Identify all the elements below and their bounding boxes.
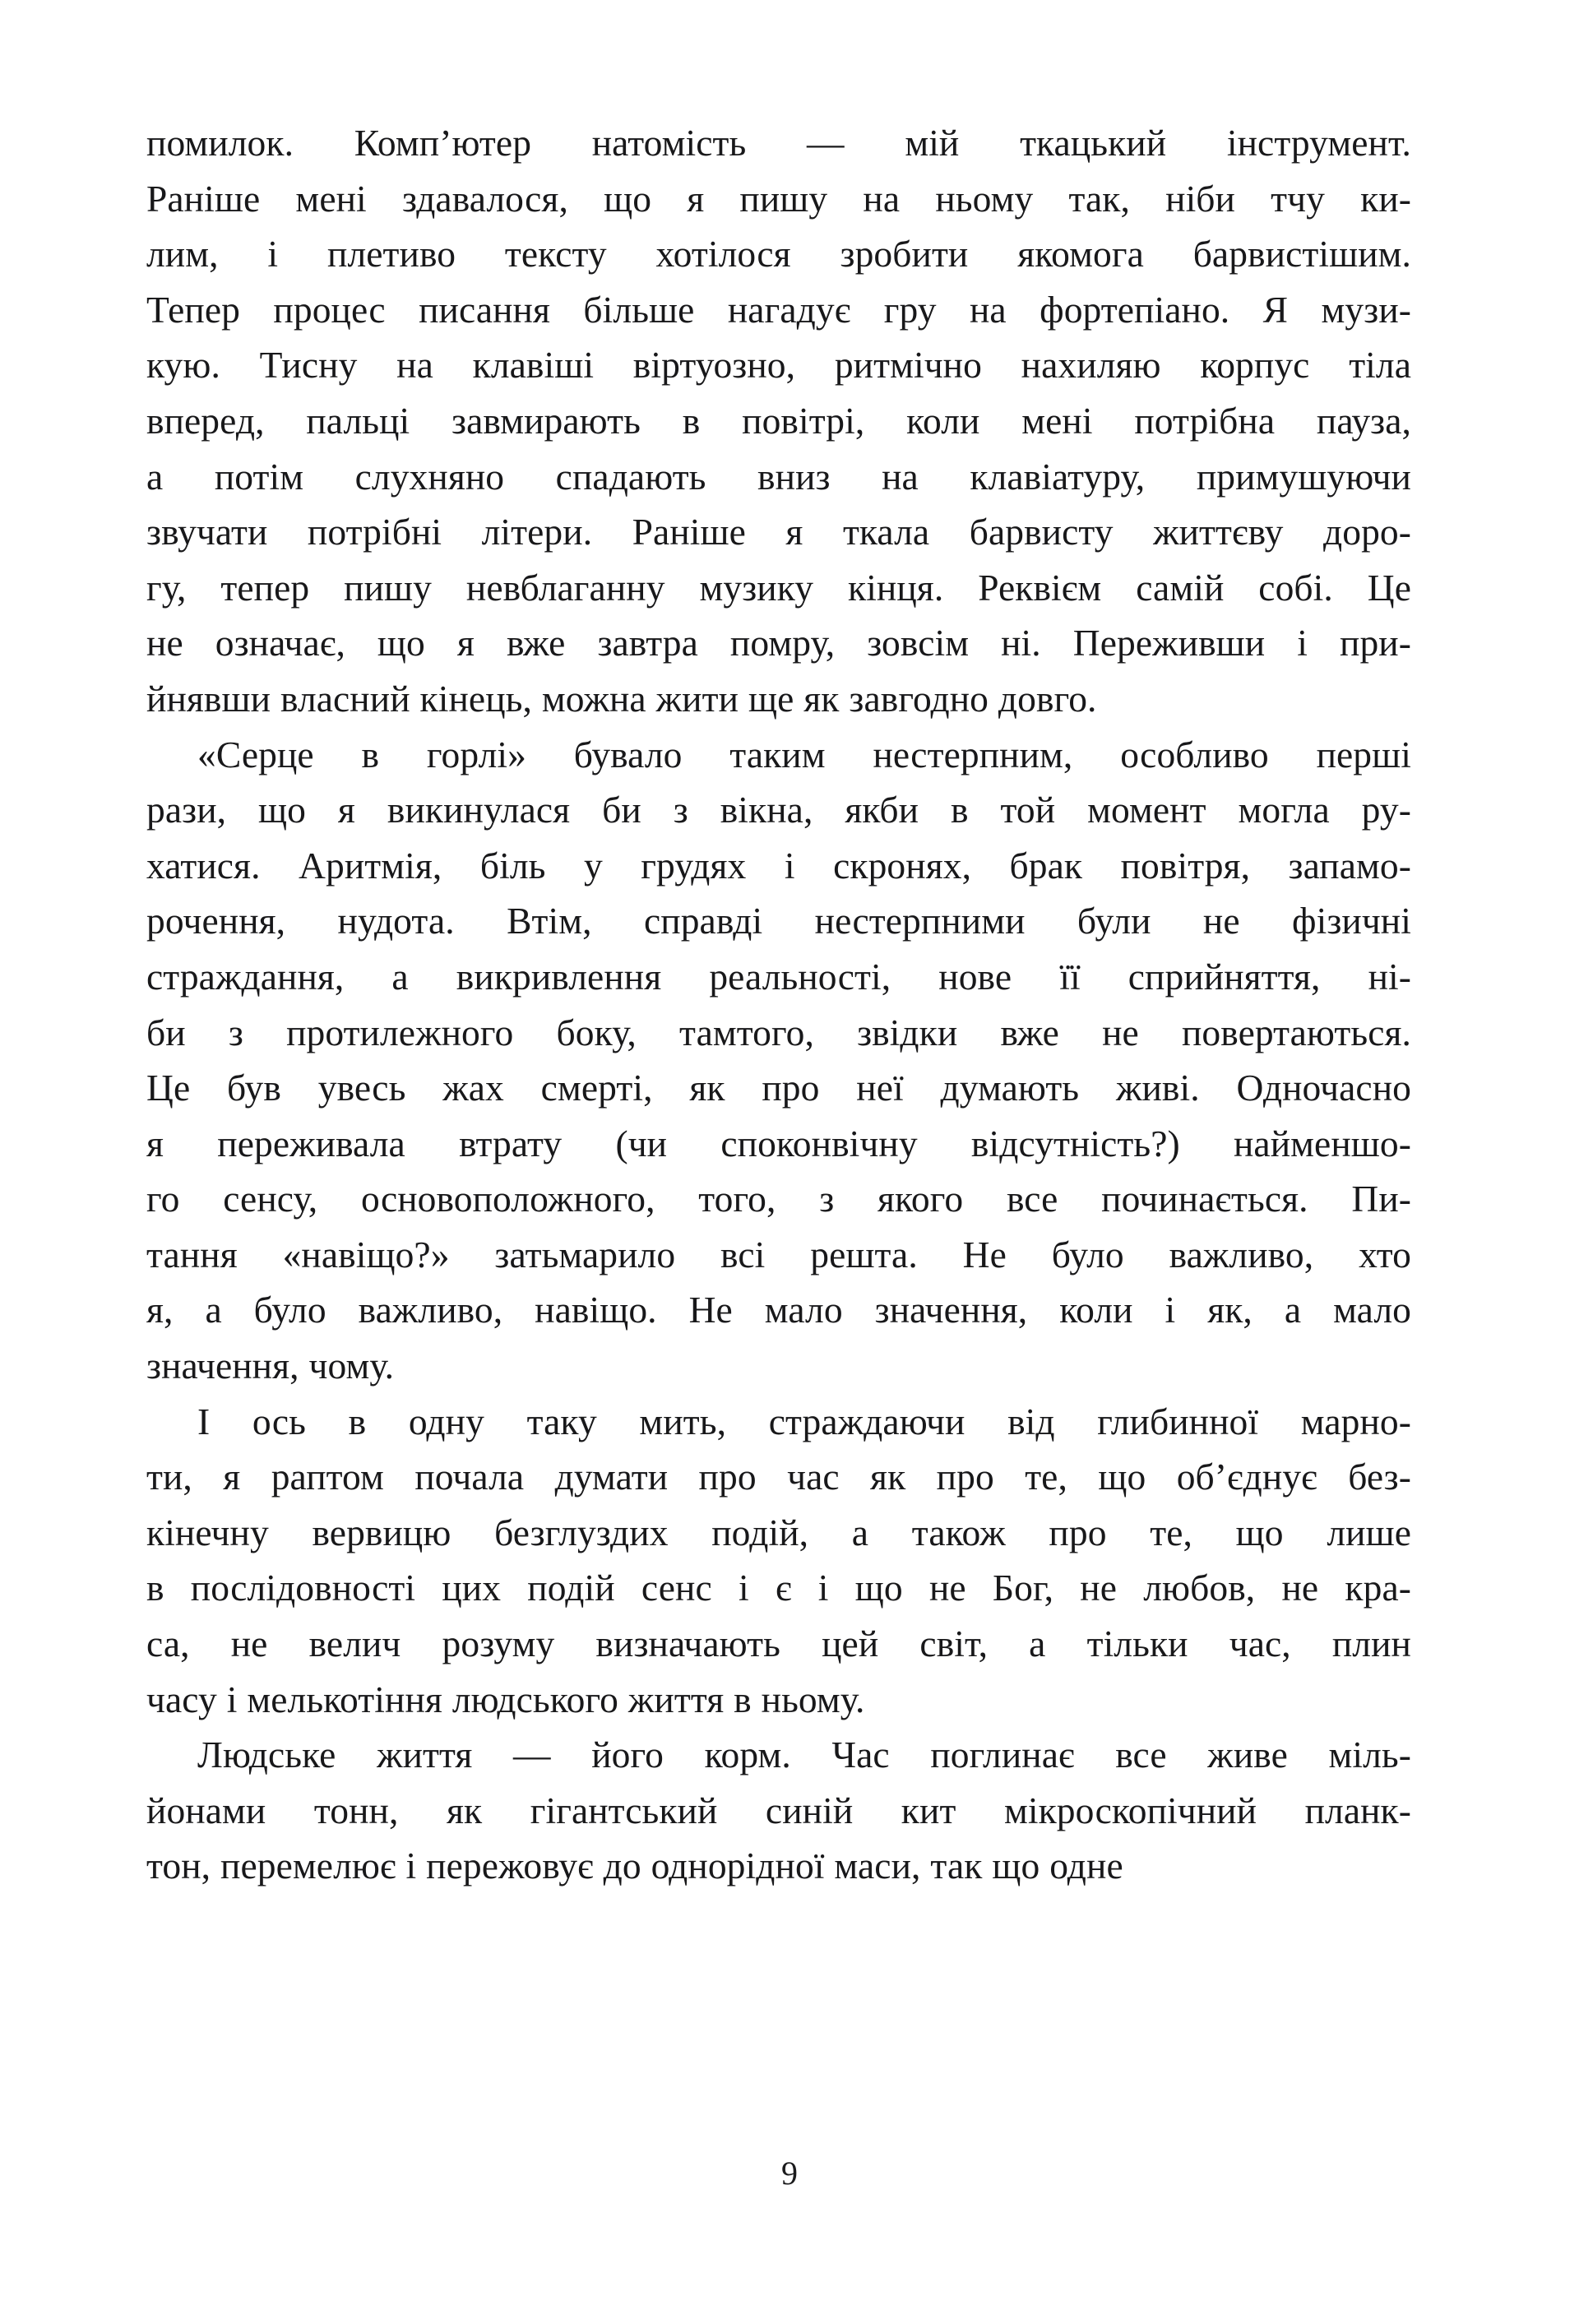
text-line	[146, 226, 1411, 282]
text-line-content: часу і мелькотіння людського життя в ньому.	[146, 1678, 865, 1720]
text-line	[146, 393, 1411, 449]
text-line-content: а потім слухняно спадають вниз на клавіатуру, примушуючи	[146, 455, 1411, 498]
text-line-content: гу, тепер пишу невблаганну музику кінця. Реквієм самій собі. Це	[146, 566, 1411, 609]
text-line-content: рочення, нудота. Втім, справді нестерпними були не фізичні	[146, 900, 1411, 942]
text-line	[146, 671, 1411, 727]
paragraph	[146, 727, 1411, 1394]
paragraph	[146, 1727, 1411, 1894]
text-line-content: би з протилежного боку, тамтого, звідки вже не повертаються.	[146, 1011, 1411, 1053]
text-line	[146, 560, 1411, 616]
page-text-block	[146, 115, 1411, 1894]
text-line	[146, 1672, 1411, 1728]
text-line	[146, 1783, 1411, 1839]
text-line-content: хатися. Аритмія, біль у грудях і скронях, брак повітря, запамо-	[146, 844, 1411, 887]
text-line	[146, 782, 1411, 838]
text-line	[146, 838, 1411, 894]
text-line-content: помилок. Комп’ютер натомість — мій ткацький інструмент.	[146, 122, 1411, 164]
text-line-content: «Серце в горлі» бувало таким нестерпним, особливо перші	[197, 733, 1411, 775]
page-number: 9	[781, 2155, 798, 2192]
text-line-content: лим, і плетиво тексту хотілося зробити якомога барвистішим.	[146, 233, 1411, 275]
text-line-content: вперед, пальці завмирають в повітрі, коли мені потрібна пауза,	[146, 399, 1411, 442]
text-line	[146, 282, 1411, 338]
text-line	[146, 449, 1411, 505]
text-line	[146, 727, 1411, 783]
text-line-content: І ось в одну таку мить, страждаючи від глибинної марно-	[197, 1400, 1411, 1442]
text-line-content: рази, що я викинулася би з вікна, якби в той момент могла ру-	[146, 789, 1411, 831]
text-line-content: не означає, що я вже завтра помру, зовсім ні. Переживши і при-	[146, 622, 1411, 664]
paragraph	[146, 1394, 1411, 1728]
text-line	[146, 1838, 1411, 1894]
text-line-content: страждання, а викривлення реальності, нове її сприйняття, ні-	[146, 955, 1411, 998]
text-line	[146, 1116, 1411, 1172]
text-line	[146, 1394, 1411, 1450]
text-line-content: са, не велич розуму визначають цей світ, а тільки час, плин	[146, 1623, 1411, 1665]
text-line	[146, 893, 1411, 949]
text-line-content: звучати потрібні літери. Раніше я ткала барвисту життєву доро-	[146, 511, 1411, 553]
text-line-content: значення, чому.	[146, 1345, 395, 1387]
text-line-content: в послідовності цих подій сенс і є і що не Бог, не любов, не кра-	[146, 1567, 1411, 1609]
text-line-content: Раніше мені здавалося, що я пишу на ньому так, ніби тчу ки-	[146, 177, 1411, 220]
text-line	[146, 1060, 1411, 1116]
text-line	[146, 337, 1411, 393]
text-line-content: тання «навіщо?» затьмарило всі решта. Не було важливо, хто	[146, 1233, 1411, 1275]
text-line-content: йнявши власний кінець, можна жити ще як завгодно довго.	[146, 677, 1097, 720]
text-line	[146, 1338, 1411, 1394]
text-line-content: Це був увесь жах смерті, як про неї думають живі. Одночасно	[146, 1067, 1411, 1109]
text-line	[146, 1449, 1411, 1505]
paragraph	[146, 115, 1411, 727]
text-line	[146, 1227, 1411, 1283]
text-line	[146, 1005, 1411, 1061]
text-line	[146, 504, 1411, 560]
text-line	[146, 949, 1411, 1005]
text-line-content: Людське життя — його корм. Час поглинає все живе міль-	[197, 1734, 1411, 1776]
text-line-content: го сенсу, основоположного, того, з якого все починається. Пи-	[146, 1178, 1411, 1220]
text-line	[146, 1727, 1411, 1783]
text-line-content: Тепер процес писання більше нагадує гру на фортепіано. Я музи-	[146, 288, 1411, 331]
text-line-content: кую. Тисну на клавіші віртуозно, ритмічно нахиляю корпус тіла	[146, 344, 1411, 387]
text-line	[146, 171, 1411, 227]
text-line-content: ти, я раптом почала думати про час як про те, що об’єднує без-	[146, 1456, 1411, 1498]
text-line	[146, 1505, 1411, 1561]
text-line-content: йонами тонн, як гігантський синій кит мікроскопічний планк-	[146, 1789, 1411, 1831]
text-line	[146, 1171, 1411, 1227]
text-line-content: я переживала втрату (чи споконвічну відсутність?) найменшо-	[146, 1122, 1411, 1164]
text-line	[146, 115, 1411, 171]
text-line-content: кінечну вервицю безглуздих подій, а також про те, що лише	[146, 1511, 1411, 1553]
text-line	[146, 1282, 1411, 1338]
text-line-content: тон, перемелює і пережовує до однорідної маси, так що одне	[146, 1845, 1123, 1887]
text-line	[146, 1616, 1411, 1672]
text-line	[146, 615, 1411, 671]
text-line-content: я, а було важливо, навіщо. Не мало значення, коли і як, а мало	[146, 1289, 1411, 1331]
text-line	[146, 1560, 1411, 1616]
